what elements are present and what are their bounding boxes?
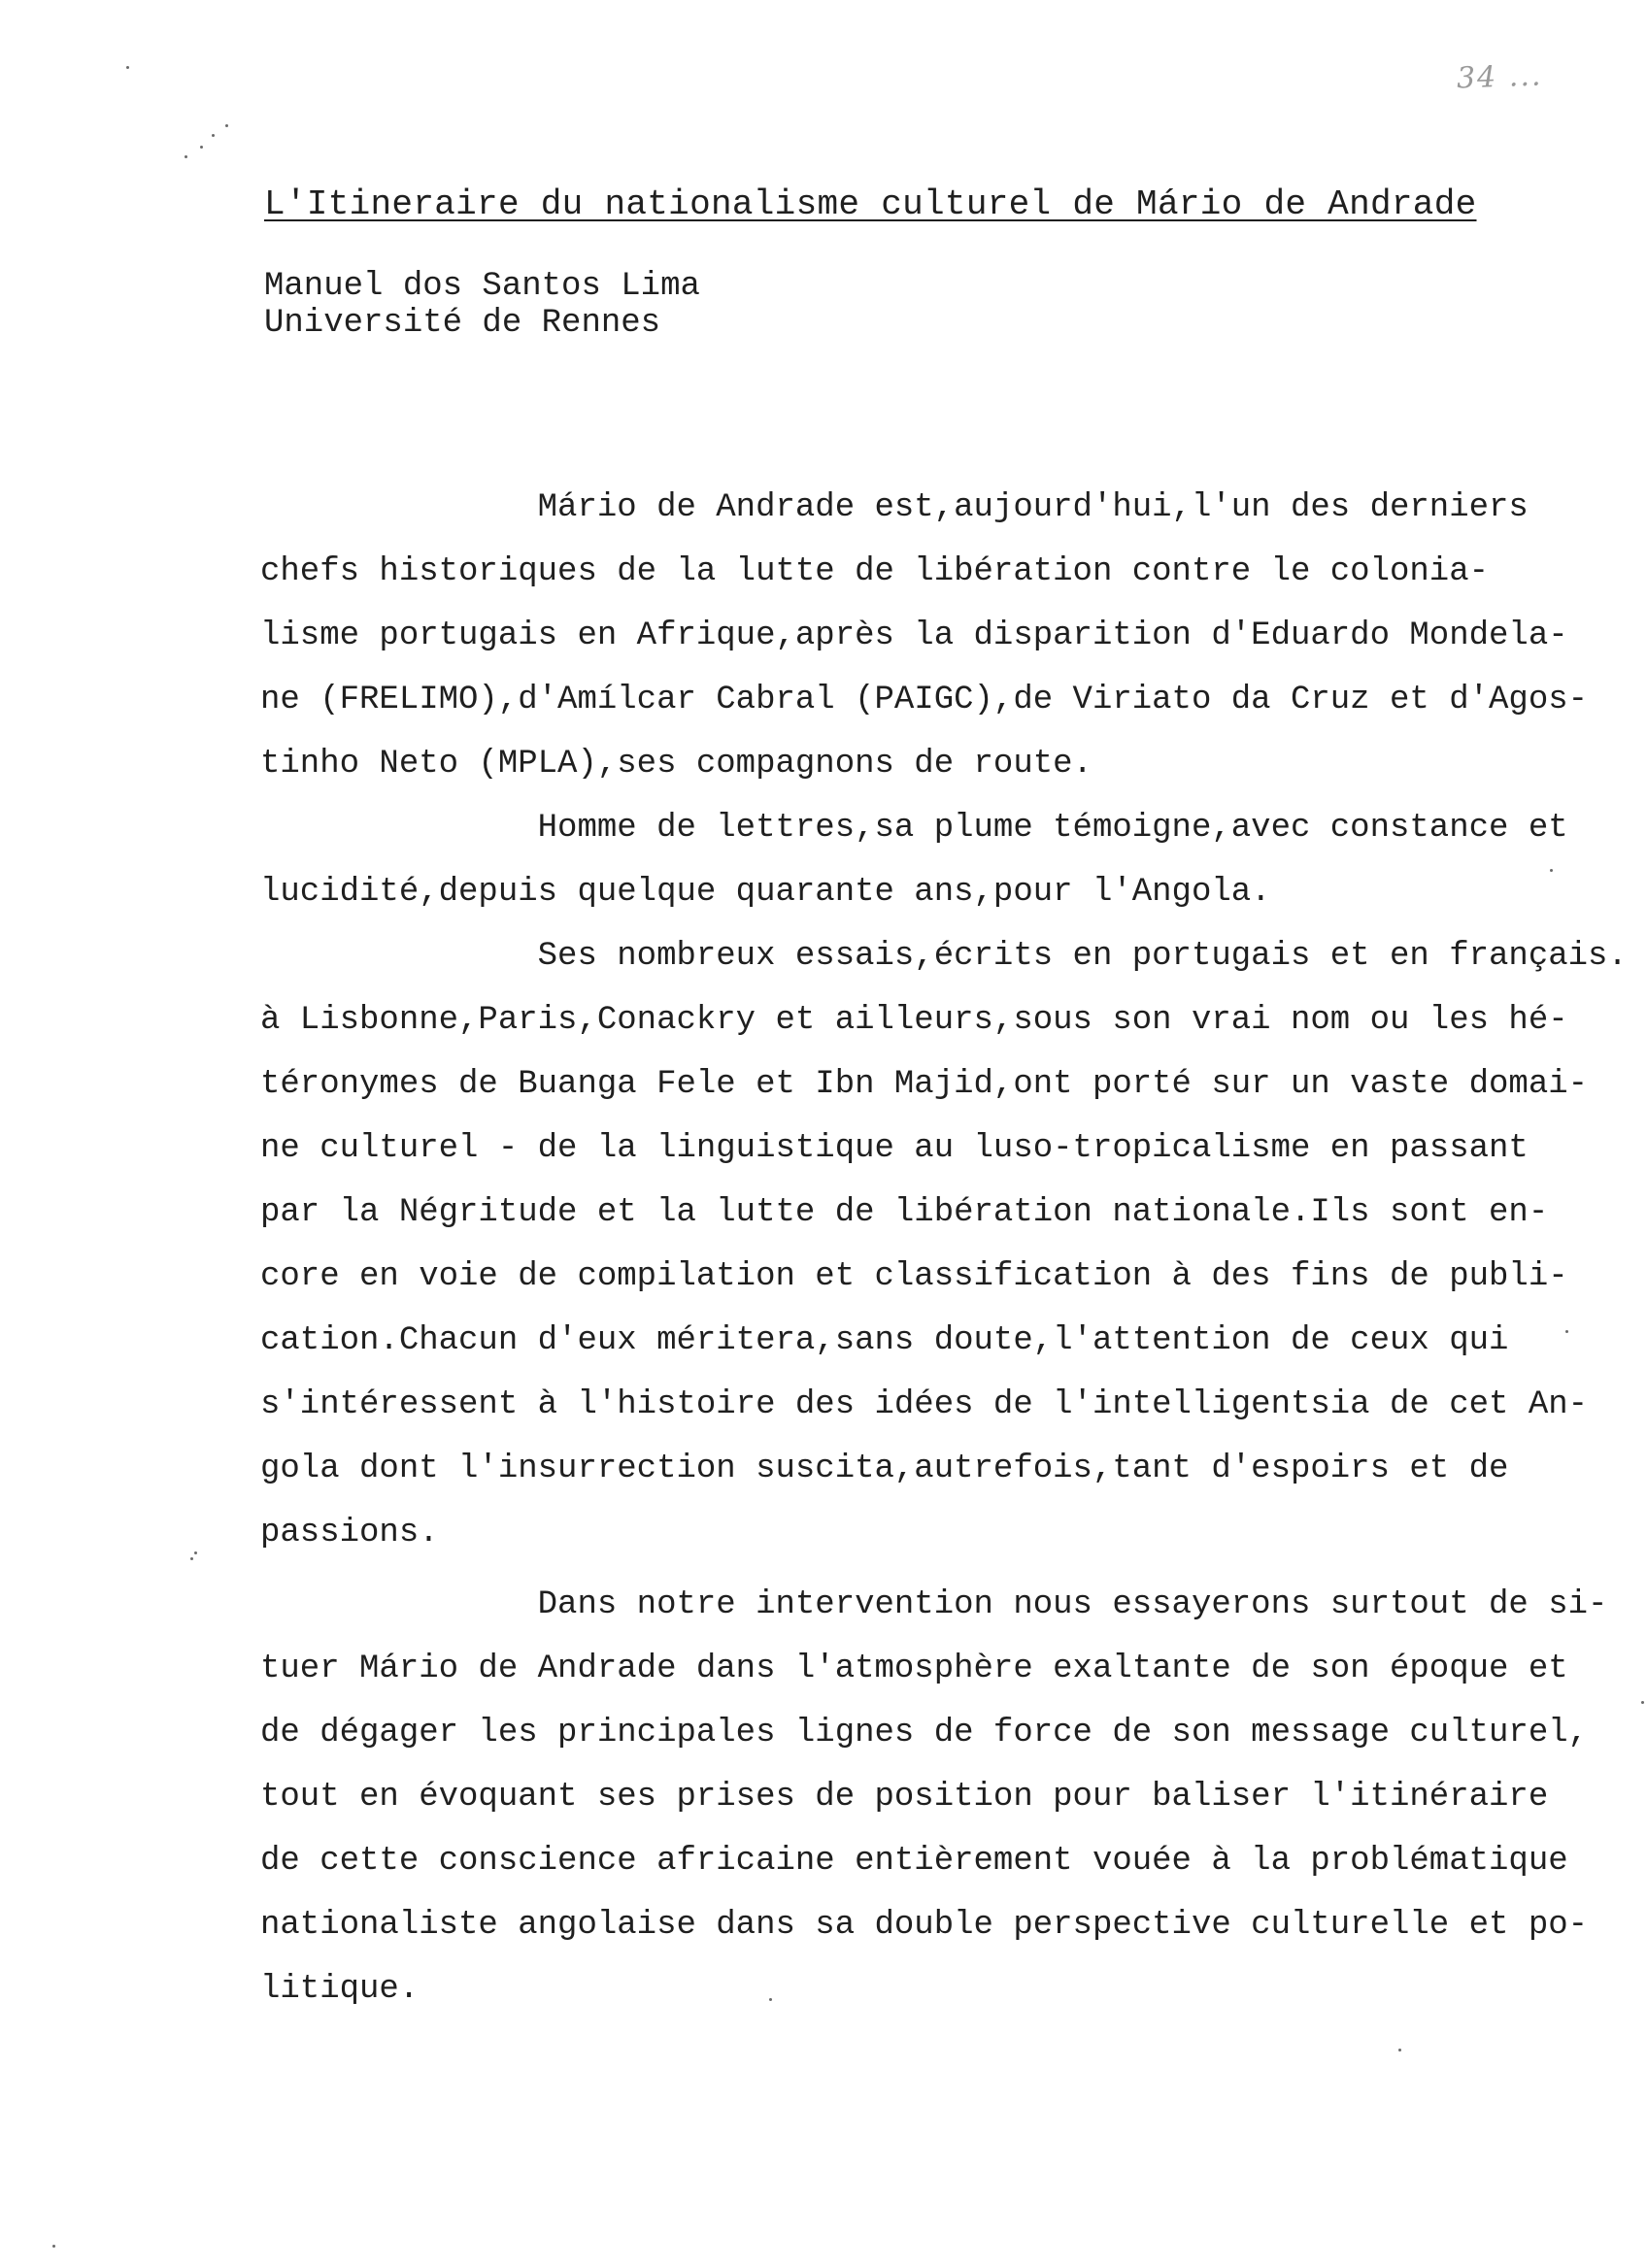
text-line: nationaliste angolaise dans sa double perspective culturelle et po- bbox=[260, 1907, 1589, 1944]
text-line: tinho Neto (MPLA),ses compagnons de route. bbox=[260, 746, 1092, 783]
text-line: gola dont l'insurrection suscita,autrefois,tant d'espoirs et de bbox=[260, 1451, 1509, 1487]
text-line: lisme portugais en Afrique,après la disparition d'Eduardo Mondela- bbox=[260, 617, 1568, 654]
text-line: cation.Chacun d'eux méritera,sans doute,l'attention de ceux qui bbox=[260, 1322, 1509, 1359]
text-line: par la Négritude et la lutte de libération nationale.Ils sont en- bbox=[260, 1194, 1549, 1231]
text-line: Dans notre intervention nous essayerons surtout de si- bbox=[260, 1586, 1608, 1623]
text-line: ne culturel - de la linguistique au luso-tropicalisme en passant bbox=[260, 1130, 1529, 1167]
text-line: Homme de lettres,sa plume témoigne,avec constance et bbox=[260, 810, 1568, 847]
text-line: à Lisbonne,Paris,Conackry et ailleurs,sous son vrai nom ou les hé- bbox=[260, 1002, 1568, 1039]
text-line: core en voie de compilation et classification à des fins de publi- bbox=[260, 1258, 1568, 1295]
text-line: ne (FRELIMO),d'Amílcar Cabral (PAIGC),de Viriato da Cruz et d'Agos- bbox=[260, 682, 1589, 718]
text-line: lucidité,depuis quelque quarante ans,pour l'Angola. bbox=[260, 874, 1271, 911]
body-text bbox=[260, 476, 1628, 2021]
text-line: litique. bbox=[260, 1971, 420, 2008]
author-affiliation: Université de Rennes bbox=[264, 305, 661, 342]
paragraph bbox=[260, 476, 1620, 796]
text-line: passions. bbox=[260, 1515, 439, 1551]
text-line: téronymes de Buanga Fele et Ibn Majid,ont porté sur un vaste domai- bbox=[260, 1066, 1589, 1103]
text-line: tuer Mário de Andrade dans l'atmosphère exaltante de son époque et bbox=[260, 1651, 1568, 1687]
text-line: Mário de Andrade est,aujourd'hui,l'un des derniers bbox=[260, 489, 1529, 526]
text-line: Ses nombreux essais,écrits en portugais et en français. bbox=[260, 938, 1628, 975]
text-line: tout en évoquant ses prises de position pour baliser l'itinéraire bbox=[260, 1779, 1549, 1816]
document-title: L'Itineraire du nationalisme culturel de Mário de Andrade bbox=[264, 184, 1477, 224]
text-line: de cette conscience africaine entièrement vouée à la problématique bbox=[260, 1843, 1568, 1880]
author-name: Manuel dos Santos Lima bbox=[264, 268, 700, 305]
paragraph bbox=[260, 924, 1628, 1565]
text-line: s'intéressent à l'histoire des idées de l'intelligentsia de cet An- bbox=[260, 1386, 1589, 1423]
paragraph bbox=[260, 1573, 1620, 2021]
author-block bbox=[264, 268, 700, 342]
paragraph bbox=[260, 796, 1620, 924]
handwritten-page-note: 34 ... bbox=[1456, 58, 1543, 96]
text-line: de dégager les principales lignes de force de son message culturel, bbox=[260, 1715, 1589, 1751]
text-line: chefs historiques de la lutte de libération contre le colonia- bbox=[260, 553, 1490, 590]
